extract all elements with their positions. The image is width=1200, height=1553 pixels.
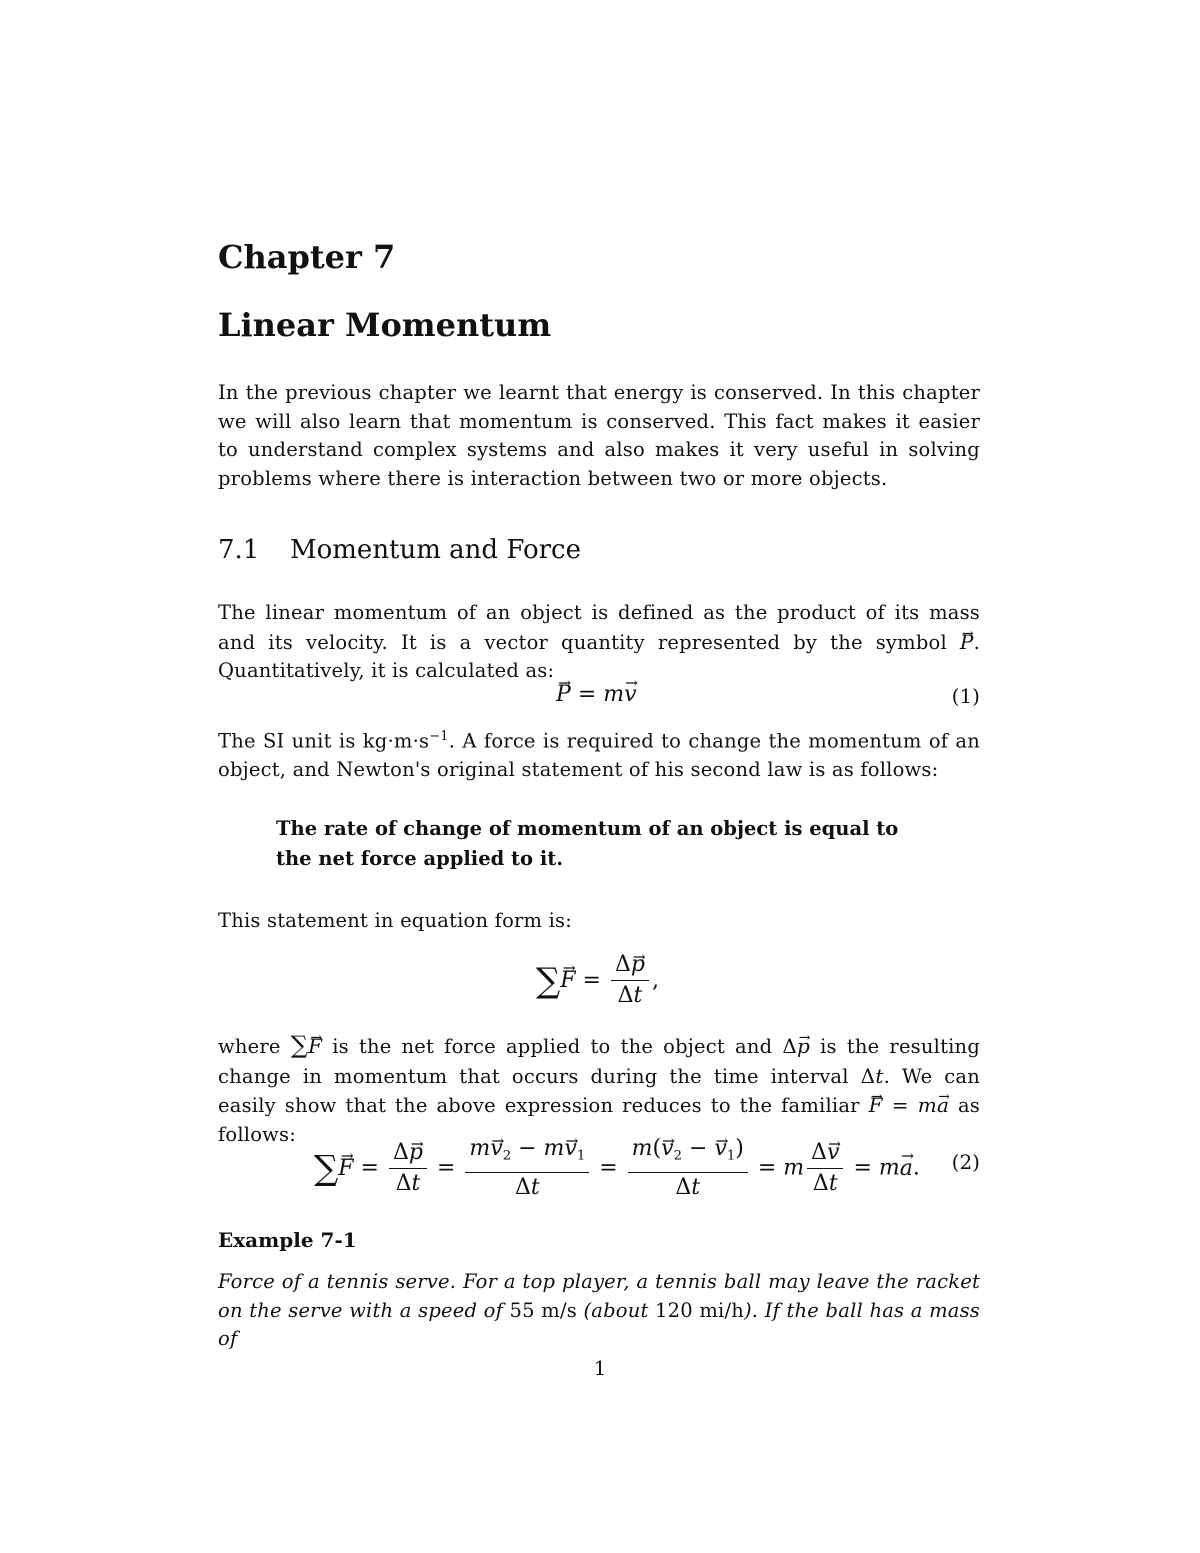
equation-net-force: ∑→ F = $\frac{\Delta\to p}{\Delta t}$ , [536, 952, 659, 1010]
example-speed: 55 m/s [509, 1298, 577, 1322]
example-text-a: Force of a tennis serve. For a top player, a tennis ball may leave the racket on the serve with a speed of [218, 1270, 980, 1322]
p4-text-d: . We can easily show that the above expression reduces to the familiar [218, 1064, 980, 1117]
net-force-explanation: where ∑→ F is the net force applied to the object and Δ→ p is the resulting change in momentum that occurs during the time interval Δt. We can easily show that the above expression reduces to the familiar → F = m→ a as follows: [218, 1031, 980, 1149]
p4-text-c: is the resulting change in momentum that occurs during the time interval [218, 1035, 980, 1088]
p4-text-b: is the net force applied to the object and [322, 1035, 783, 1058]
equation-1-number: (1) [951, 684, 980, 708]
p1-text-b: . Quantitatively, it is calculated as: [218, 630, 980, 682]
example-text [218, 1268, 980, 1354]
p2-text-b: . A force is required to change the momentum of an object, and Newton's original statement of his second law is as follows: [218, 729, 981, 781]
newton-second-law-quote: The rate of change of momentum of an object is equal to the net force applied to it. [276, 817, 899, 870]
example-text-c: ). If the ball has a mass of [218, 1298, 980, 1350]
equation-2: ∑→ F = $\frac{\Delta\to p}{\Delta t}$ = $\frac{m\to v_2 - m\to v_1}{\Delta t}$ = $\frac{m(\to v_2 - \to v_1)}{\Delta t}$ = m $\frac{\Delta\to v}{\Delta t}$ = m→ a. [314, 1136, 920, 1201]
eq1-velocity: → v [624, 682, 636, 707]
momentum-definition-paragraph [218, 599, 980, 686]
chapter-label: Chapter 7 [218, 238, 396, 276]
si-unit-paragraph [218, 723, 980, 785]
example-title: Example 7-1 [218, 1228, 357, 1252]
p1-text-a: The linear momentum of an object is defined as the product of its mass and its velocity. It is a vector quantity represented by the symbol [218, 601, 980, 654]
sum-symbol: ∑ [536, 960, 561, 1001]
section-number: 7.1 [218, 535, 260, 565]
page-number: 1 [593, 1356, 607, 1380]
example-speed-mph: 120 mi/h [655, 1298, 744, 1322]
chapter-title: Linear Momentum [218, 306, 552, 344]
section-title: Momentum and Force [290, 535, 581, 565]
eq1-lhs: → P [556, 682, 571, 707]
example-text-b: (about [576, 1298, 655, 1322]
p2-text-a: The SI unit is kg·m·s [218, 729, 430, 753]
equation-1: → P = m→ v [556, 682, 637, 707]
eq1-mass: m [603, 682, 625, 707]
p2-exponent: −1 [429, 729, 449, 744]
equation-form-intro: This statement in equation form is: [218, 909, 573, 932]
p-vector-symbol: → P [960, 628, 974, 657]
section-heading [218, 535, 581, 565]
intro-paragraph: In the previous chapter we learnt that energy is conserved. In this chapter we will also learn that momentum is conserved. This fact makes it easier to understand complex systems and also makes it very useful in solving problems where there is interaction between two or more objects. [218, 381, 980, 490]
p4-text-e: as follows: [218, 1094, 980, 1146]
p4-text-a: where [218, 1035, 291, 1058]
equation-2-number: (2) [951, 1150, 980, 1174]
